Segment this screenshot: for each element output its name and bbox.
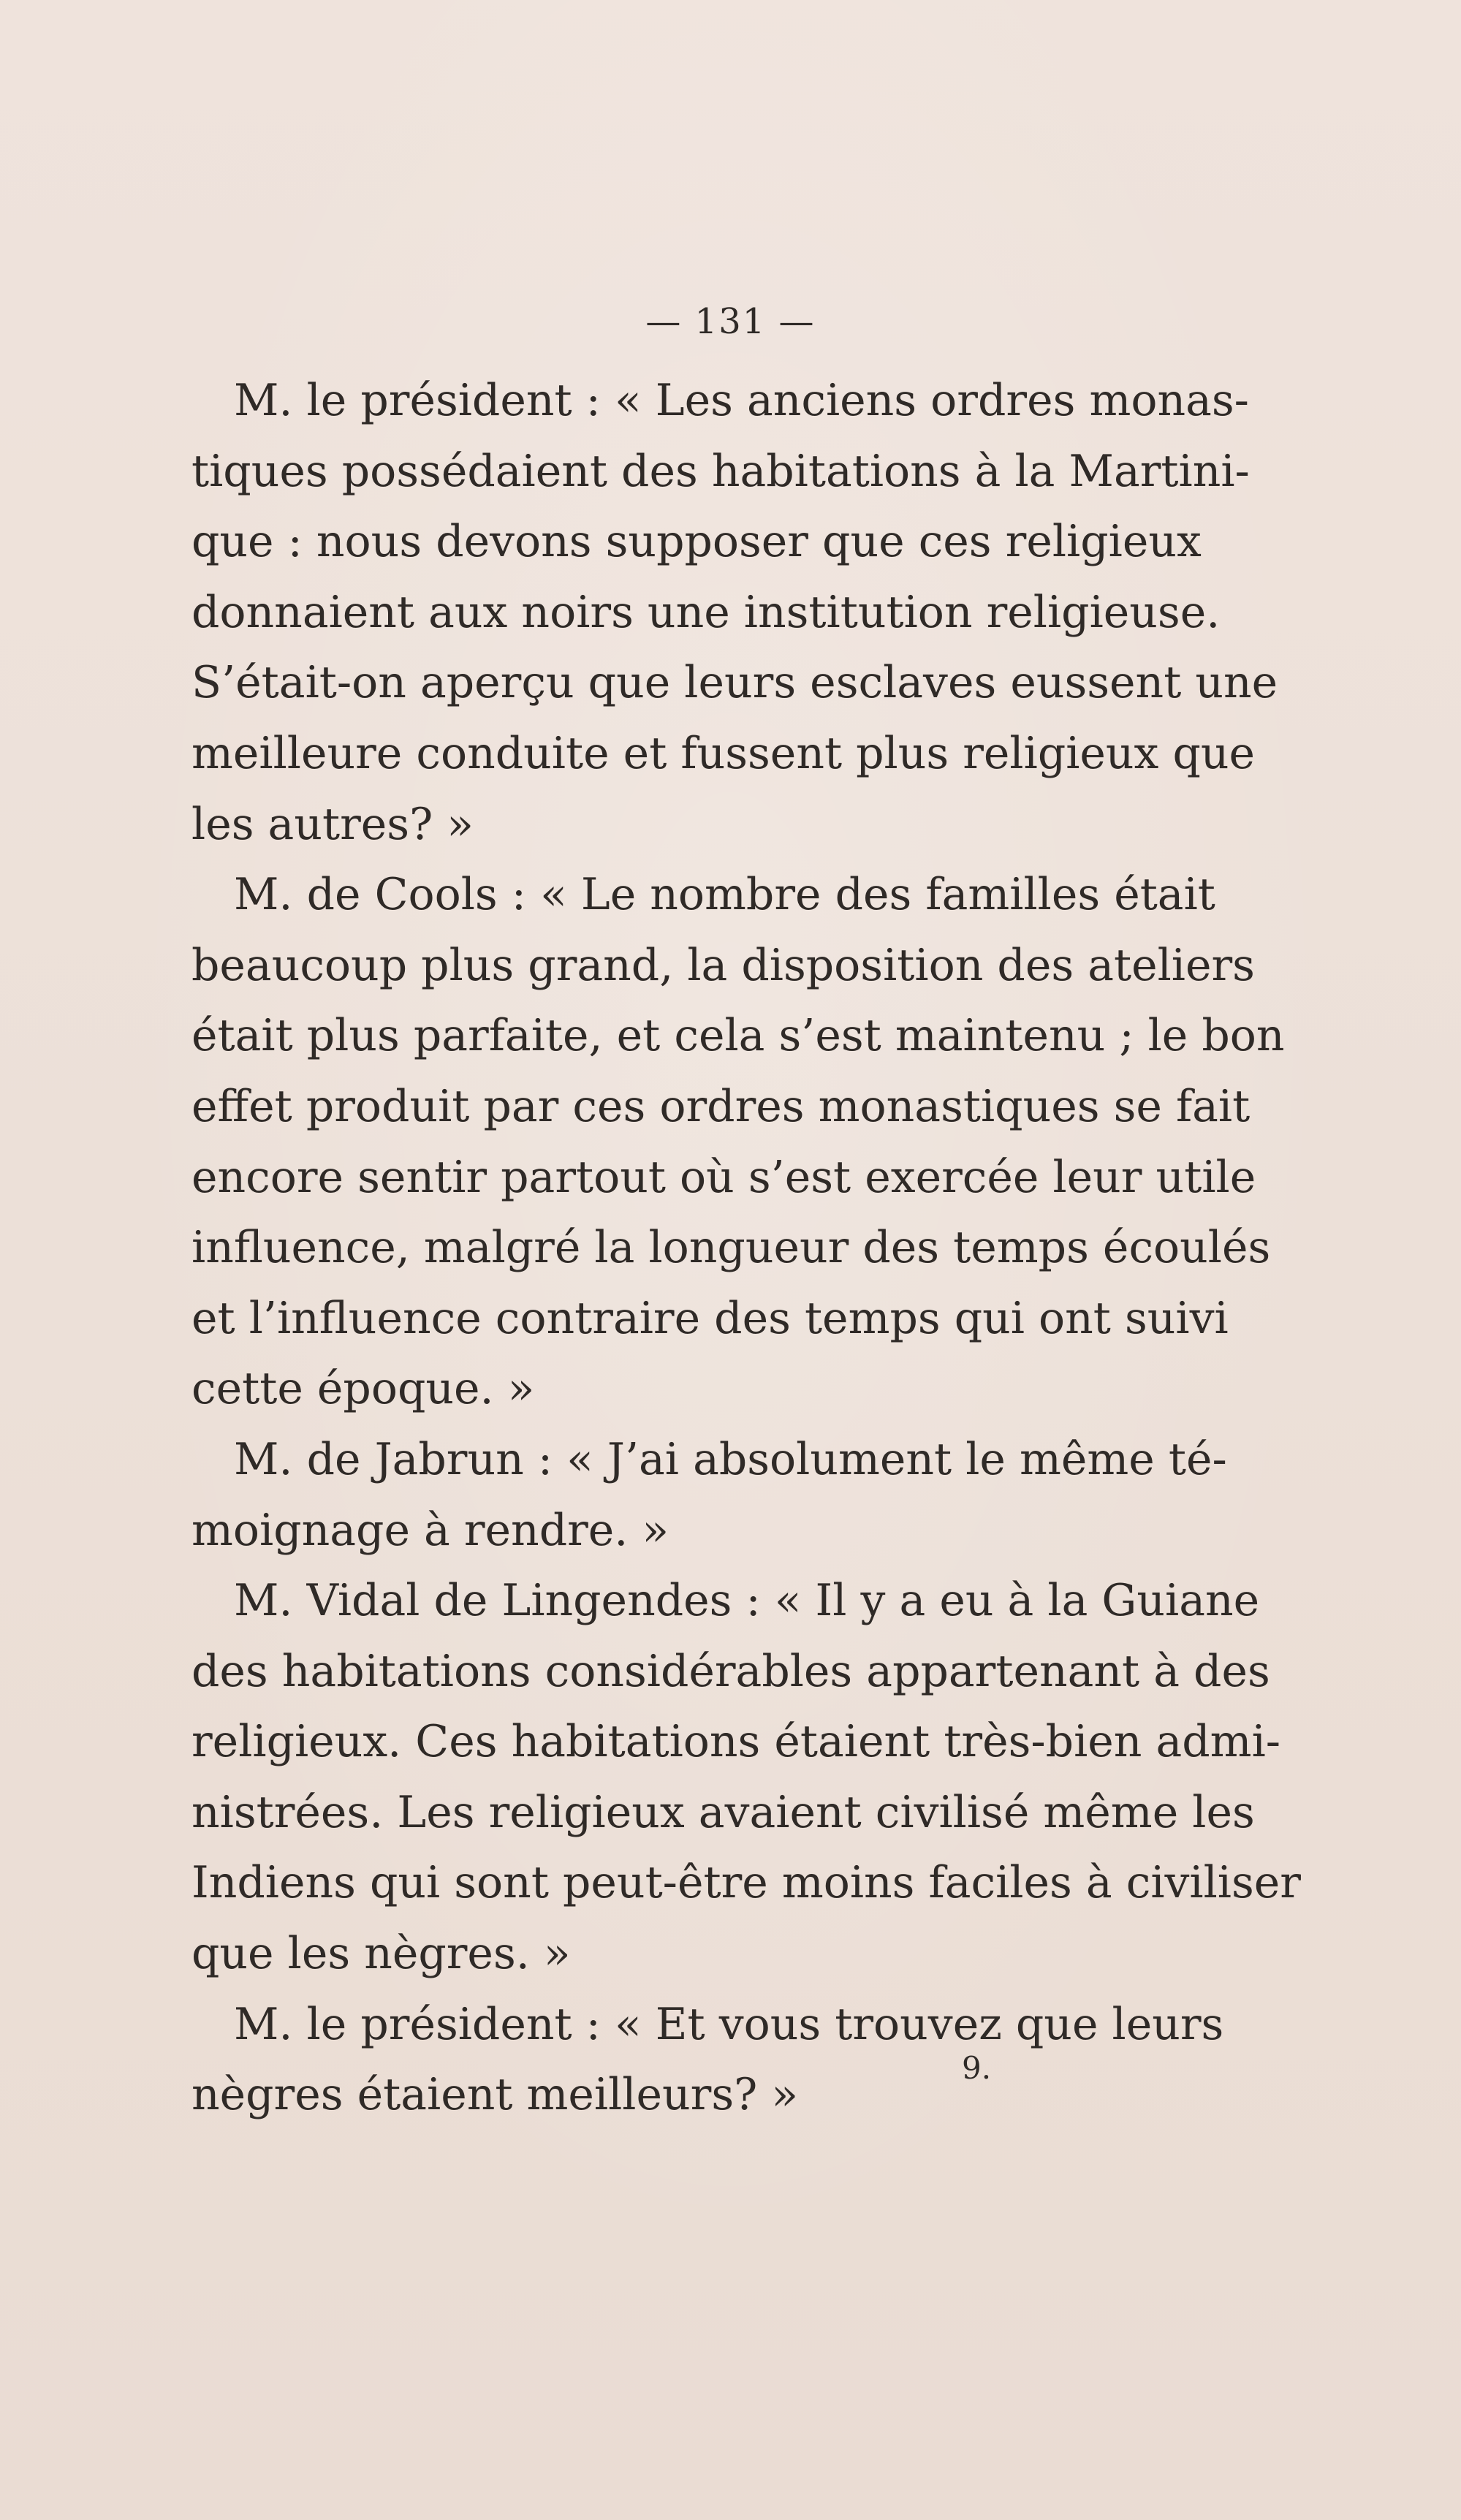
text-line: effet produit par ces ordres monastiques se fait (191, 1080, 1251, 1132)
text-line: donnaient aux noirs une institution religieuse. (191, 586, 1221, 638)
text-line: encore sentir partout où s’est exercée leur utile (191, 1151, 1256, 1203)
text-line: que : nous devons supposer que ces religieux (191, 516, 1202, 568)
text-line: et l’influence contraire des temps qui ont suivi (191, 1292, 1229, 1344)
text-line: M. de Cools : « Le nombre des familles était (234, 869, 1215, 921)
text-line: nègres étaient meilleurs? » (191, 2069, 799, 2121)
text-line: cette époque. » (191, 1363, 535, 1415)
text-line: des habitations considérables appartenant à des (191, 1645, 1270, 1697)
text-line: les autres? » (191, 798, 474, 850)
text-line: Indiens qui sont peut-être moins faciles à civiliser (191, 1857, 1301, 1909)
text-line: religieux. Ces habitations étaient très-bien admi- (191, 1716, 1281, 1768)
text-line: tiques possédaient des habitations à la Martini- (191, 445, 1250, 497)
text-line: que les nègres. » (191, 1928, 571, 1980)
body-text (191, 365, 1301, 2130)
text-line: moignage à rendre. » (191, 1504, 669, 1556)
text-line: beaucoup plus grand, la disposition des ateliers (191, 939, 1255, 991)
text-line: nistrées. Les religieux avaient civilisé même les (191, 1786, 1255, 1838)
text-line: M. Vidal de Lingendes : « Il y a eu à la Guiane (234, 1575, 1260, 1627)
text-line: influence, malgré la longueur des temps écoulés (191, 1222, 1271, 1274)
text-line: meilleure conduite et fussent plus religieux que (191, 727, 1256, 779)
text-line: S’était-on aperçu que leurs esclaves eussent une (191, 657, 1278, 709)
page-number: — 131 — (645, 301, 816, 342)
signature-mark: 9. (962, 2050, 992, 2086)
text-line: était plus parfaite, et cela s’est maintenu ; le bon (191, 1010, 1285, 1062)
text-line: M. de Jabrun : « J’ai absolument le même té- (234, 1433, 1227, 1485)
text-line: M. le président : « Et vous trouvez que leurs (234, 1998, 1224, 2050)
text-line: M. le président : « Les anciens ordres monas- (234, 375, 1249, 426)
